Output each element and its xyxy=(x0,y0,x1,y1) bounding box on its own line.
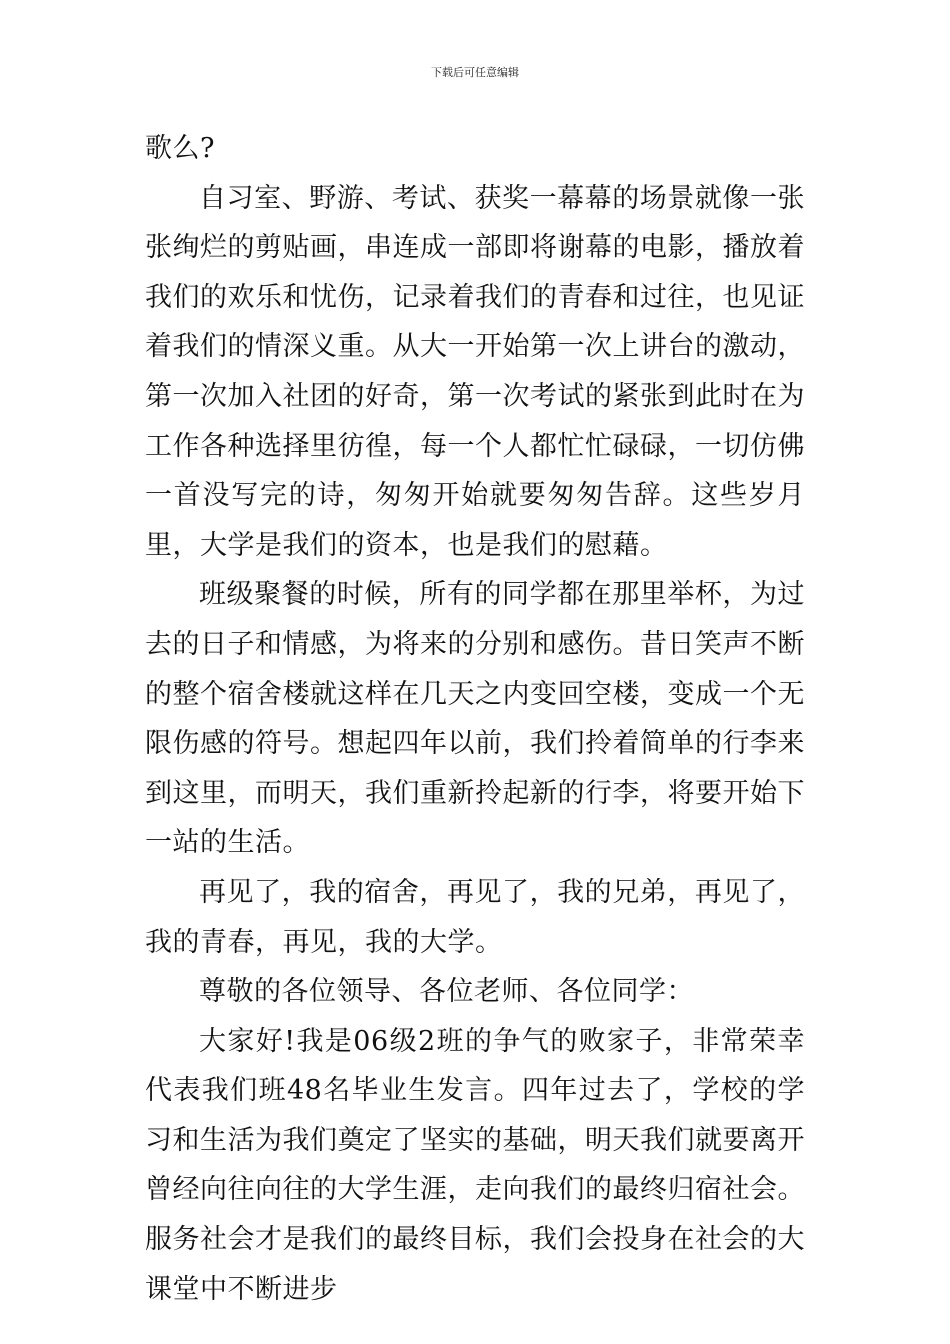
page-header: 下载后可任意编辑 xyxy=(431,66,519,79)
paragraph: 大家好!我是06级2班的争气的败家子，非常荣幸代表我们班48名毕业生发言。四年过去了，学校的学习和生活为我们奠定了坚实的基础，明天我们就要离开曾经向往向往的大学生涯，走向我们的最终归宿社会。服务社会才是我们的最终目标，我们会投身在社会的大课堂中不断进步 xyxy=(145,1025,805,1305)
paragraph: 歌么? xyxy=(145,133,215,164)
paragraph: 再见了，我的宿舍，再见了，我的兄弟，再见了，我的青春，再见，我的大学。 xyxy=(145,876,805,958)
paragraph: 班级聚餐的时候，所有的同学都在那里举杯，为过去的日子和情感，为将来的分别和感伤。昔日笑声不断的整个宿舍楼就这样在几天之内变回空楼，变成一个无限伤感的符号。想起四年以前，我们拎着简单的行李来到这里，而明天，我们重新拎起新的行李，将要开始下一站的生活。 xyxy=(145,579,805,859)
paragraph: 尊敬的各位领导、各位老师、各位同学： xyxy=(199,976,694,1008)
document-body xyxy=(145,124,805,1314)
paragraph: 自习室、野游、考试、获奖一幕幕的场景就像一张张绚烂的剪贴画，串连成一部即将谢幕的电影，播放着我们的欢乐和忧伤，记录着我们的青春和过往，也见证着我们的情深义重。从大一开始第一次上讲台的激动，第一次加入社团的好奇，第一次考试的紧张到此时在为工作各种选择里彷徨，每一个人都忙忙碌碌，一切仿佛一首没写完的诗，匆匆开始就要匆匆告辞。这些岁月里，大学是我们的资本，也是我们的慰藉。 xyxy=(145,182,805,561)
